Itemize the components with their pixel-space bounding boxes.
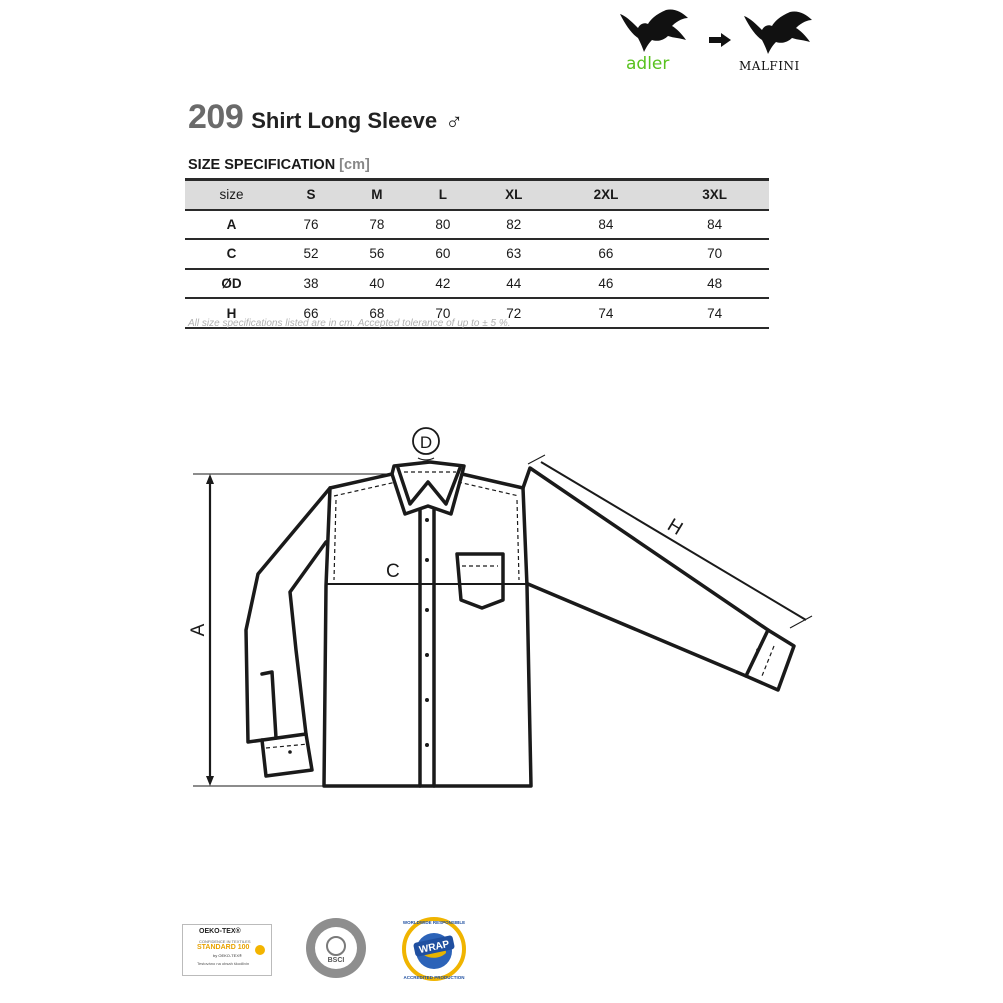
left-sleeve [246, 488, 330, 742]
table-cell: 40 [344, 269, 410, 299]
product-title [188, 98, 463, 138]
label-a: A [188, 623, 209, 637]
size-header-cell: L [410, 180, 476, 210]
table-cell: 44 [476, 269, 552, 299]
bsci-logo [304, 916, 368, 980]
size-header-cell: S [278, 180, 344, 210]
brand-logos [612, 6, 832, 76]
table-row [185, 210, 769, 240]
row-label: A [185, 210, 278, 240]
product-code: 209 [188, 98, 244, 136]
shirt-button [425, 558, 429, 562]
malfini-eagle-logo [740, 6, 824, 58]
label-h: H [663, 514, 687, 540]
wrap-text: WRAP [418, 938, 451, 957]
size-header-cell: 2XL [552, 180, 661, 210]
row-label: H [185, 298, 278, 328]
measure-a [193, 474, 390, 786]
table-cell: 72 [476, 298, 552, 328]
table-cell: 66 [278, 298, 344, 328]
table-cell: 48 [660, 269, 769, 299]
table-row [185, 239, 769, 269]
tolerance-footnote: All size specifications listed are in cm. Accepted tolerance of up to ± 5 %. [188, 318, 511, 329]
size-table-header-row [185, 180, 769, 210]
oeko-tagline: CONFIDENCE IN TEXTILES [199, 939, 251, 944]
table-cell: 82 [476, 210, 552, 240]
table-cell: 46 [552, 269, 661, 299]
left-placket [262, 672, 276, 738]
table-row [185, 269, 769, 299]
measure-arrow [206, 474, 214, 484]
wrap-bottom-text: ACCREDITED PRODUCTION [403, 975, 465, 980]
shirt-collar [398, 468, 460, 504]
label-c: C [386, 561, 400, 582]
table-cell: 38 [278, 269, 344, 299]
table-cell: 52 [278, 239, 344, 269]
row-label: C [185, 239, 278, 269]
size-spec-heading [188, 157, 370, 173]
shirt-button [425, 518, 429, 522]
bsci-text: BSCI [327, 957, 345, 964]
table-cell: 56 [344, 239, 410, 269]
size-header-cell: XL [476, 180, 552, 210]
table-cell: 66 [552, 239, 661, 269]
table-cell: 63 [476, 239, 552, 269]
shirt-button [425, 608, 429, 612]
stitch-line [762, 646, 774, 676]
shirt-outline [246, 462, 794, 786]
table-cell: 60 [410, 239, 476, 269]
oeko-standard: STANDARD 100 [197, 944, 250, 951]
size-header-cell: M [344, 180, 410, 210]
table-cell: 80 [410, 210, 476, 240]
wrap-top-text: WORLDWIDE RESPONSIBLE [402, 920, 466, 925]
stitch-lines [266, 472, 774, 748]
size-header-label: size [185, 180, 278, 210]
stitch-line [266, 744, 308, 748]
adler-eagle-logo [612, 6, 702, 56]
arrow-right-icon [709, 32, 733, 48]
size-spec-title: SIZE SPECIFICATION [188, 157, 336, 173]
shirt-button [425, 653, 429, 657]
row-label: ØD [185, 269, 278, 299]
table-cell: 76 [278, 210, 344, 240]
right-sleeve [523, 468, 768, 676]
cuff-button [756, 648, 760, 652]
oeko-title: OEKO-TEX® [199, 928, 241, 935]
table-cell: 84 [660, 210, 769, 240]
measure-h-line [541, 462, 806, 620]
table-cell: 78 [344, 210, 410, 240]
table-cell: 74 [660, 298, 769, 328]
size-table [185, 178, 769, 329]
chest-pocket [457, 554, 503, 608]
table-cell: 68 [344, 298, 410, 328]
size-spec-unit: [cm] [339, 157, 370, 173]
shirt-button [425, 743, 429, 747]
sun-icon [255, 945, 265, 955]
size-header-cell: 3XL [660, 180, 769, 210]
table-cell: 70 [410, 298, 476, 328]
table-cell: 42 [410, 269, 476, 299]
shirt-button [425, 698, 429, 702]
cuff-button [288, 750, 292, 754]
adler-wordmark: adler [626, 54, 670, 74]
stitch-line [334, 500, 336, 580]
collar-marker-arrow [418, 458, 434, 460]
table-cell: 84 [552, 210, 661, 240]
wrap-logo [400, 915, 468, 983]
product-name: Shirt Long Sleeve [251, 108, 438, 133]
oeko-tex-logo [182, 924, 272, 976]
table-cell: 74 [552, 298, 661, 328]
oeko-by: by OEKO-TEX® [213, 953, 242, 958]
measure-arrow [206, 776, 214, 786]
oeko-note: Testováno na obsah škodlivin [197, 961, 250, 966]
male-gender-icon: ♂ [445, 109, 464, 136]
shirt-measurement-diagram [180, 420, 820, 800]
table-cell: 70 [660, 239, 769, 269]
label-d: D [419, 433, 433, 452]
stitch-line [517, 500, 519, 580]
malfini-wordmark: MALFINI [739, 59, 800, 73]
